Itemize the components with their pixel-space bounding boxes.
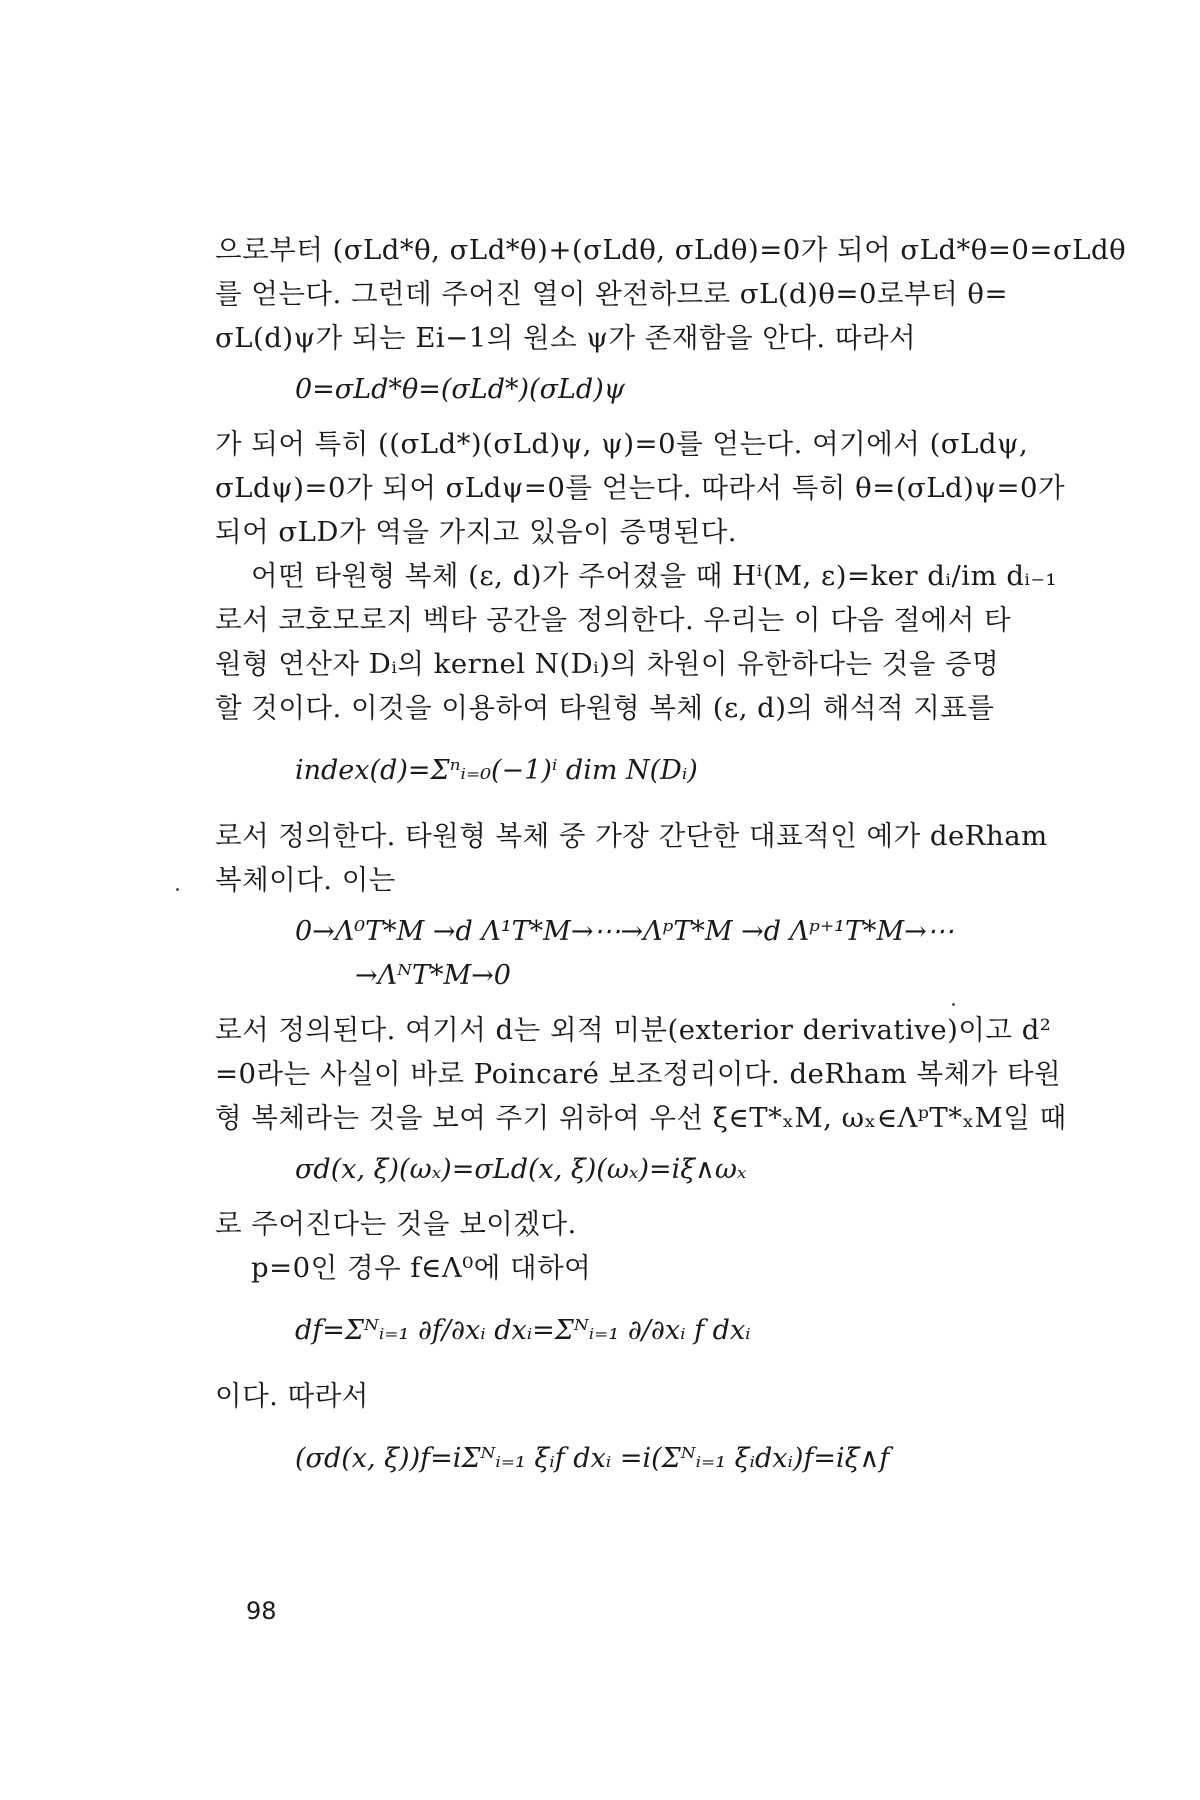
text-line: 로서 코호모로지 벡타 공간을 정의한다. 우리는 이 다음 절에서 타 (215, 604, 1012, 636)
sigma-equation: (σd(x, ξ))f=iΣᴺᵢ₌₁ ξᵢf dxᵢ =i(Σᴺᵢ₌₁ ξᵢdxᵢ)f=iξ∧f (295, 1443, 890, 1474)
index-equation: index(d)=Σⁿᵢ₌₀(−1)ⁱ dim N(Dᵢ) (295, 755, 698, 786)
derham-sequence-continuation: →ΛᴺT*M→0 (355, 960, 511, 991)
text-line: σLdψ)=0가 되어 σLdψ=0를 얻는다. 따라서 특히 θ=(σLd)ψ=0가 (215, 472, 1066, 504)
text-line: 로서 정의한다. 타원형 복체 중 가장 간단한 대표적인 예가 deRham (215, 820, 1048, 852)
paragraph-start: 어떤 타원형 복체 (ε, d)가 주어졌을 때 Hⁱ(M, ε)=ker dᵢ/im dᵢ₋₁ (251, 560, 1058, 592)
text-line: 되어 σLD가 역을 가지고 있음이 증명된다. (215, 516, 738, 548)
text-line: 형 복체라는 것을 보여 주기 위하여 우선 ξ∈T*ₓM, ωₓ∈ΛᵖT*ₓM일 때 (215, 1102, 1067, 1134)
df-equation: df=Σᴺᵢ₌₁ ∂f/∂xᵢ dxᵢ=Σᴺᵢ₌₁ ∂/∂xᵢ f dxᵢ (295, 1315, 751, 1346)
text-line: 으로부터 (σLd*θ, σLd*θ)+(σLdθ, σLdθ)=0가 되어 σLd*θ=0=σLdθ (215, 234, 1127, 266)
page-number: 98 (246, 1597, 277, 1625)
text-line: 를 얻는다. 그런데 주어진 열이 완전하므로 σL(d)θ=0로부터 θ= (215, 278, 1009, 310)
scan-speck (176, 888, 179, 891)
text-line: 로서 정의된다. 여기서 d는 외적 미분(exterior derivative)이고 d² (215, 1014, 1052, 1046)
scan-speck (952, 1003, 955, 1006)
text-line: 복체이다. 이는 (215, 864, 396, 896)
text-line: 할 것이다. 이것을 이용하여 타원형 복체 (ε, d)의 해석적 지표를 (215, 692, 995, 724)
symbol-equation: σd(x, ξ)(ωₓ)=σLd(x, ξ)(ωₓ)=iξ∧ωₓ (295, 1154, 747, 1185)
text-line: 로 주어진다는 것을 보이겠다. (215, 1208, 577, 1240)
equation: 0=σLd*θ=(σLd*)(σLd)ψ (295, 374, 625, 405)
text-line: 가 되어 특히 ((σLd*)(σLd)ψ, ψ)=0를 얻는다. 여기에서 (σLdψ, (215, 428, 1029, 460)
text-line: =0라는 사실이 바로 Poincaré 보조정리이다. deRham 복체가 타원 (215, 1058, 1062, 1090)
derham-sequence-equation: 0→Λ⁰T*M →d Λ¹T*M→⋯→ΛᵖT*M →d Λᵖ⁺¹T*M→⋯ (295, 916, 954, 947)
text-line: 이다. 따라서 (215, 1380, 369, 1412)
text-line: σL(d)ψ가 되는 Ei−1의 원소 ψ가 존재함을 안다. 따라서 (215, 322, 917, 354)
text-line: 원형 연산자 Dᵢ의 kernel N(Dᵢ)의 차원이 유한하다는 것을 증명 (215, 648, 1000, 680)
paragraph-start: p=0인 경우 f∈Λ⁰에 대하여 (251, 1252, 592, 1284)
